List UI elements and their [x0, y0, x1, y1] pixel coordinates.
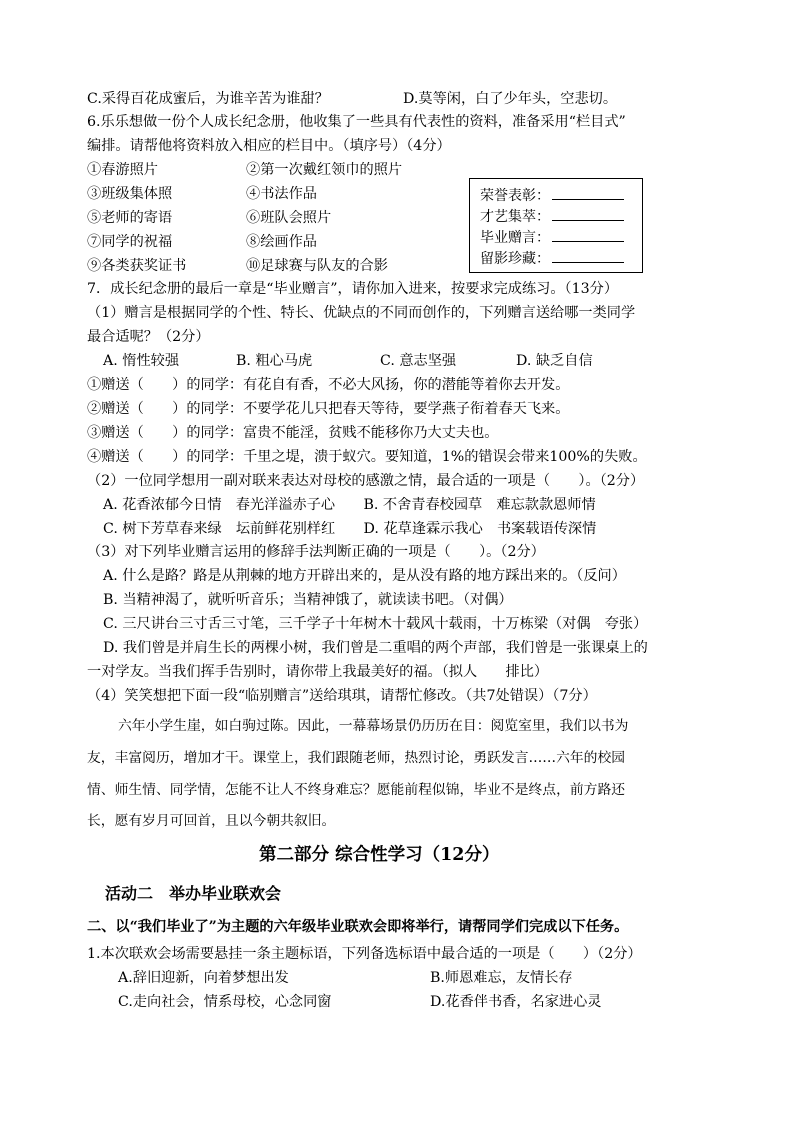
q7-gift-2: ②赠送（ ）的同学：不要学花儿只把春天等待，要学燕子衔着春天飞来。 — [87, 401, 570, 417]
answer-blank[interactable] — [552, 249, 624, 263]
q7-p3-option-b: B. 当精神渴了，就听听音乐；当精神饿了，就读读书吧。（对偶） — [103, 592, 513, 608]
q7-p3-option-d-cont: 一对学友。当我们挥手告别时，请你带上我最美好的福。（拟人 排比） — [87, 664, 549, 680]
q7-part1-line1: （1）赠言是根据同学的个性、特长、优缺点的不同而创作的，下列赠言送给哪一类同学 — [87, 305, 636, 321]
q6-item: ④书法作品 — [246, 186, 317, 202]
part2-q1: 1.本次联欢会场需要悬挂一条主题标语，下列备选标语中最合适的一项是（ ）（2分） — [87, 946, 642, 962]
q5-option-c: C.采得百花成蜜后，为谁辛苦为谁甜？ — [87, 91, 329, 107]
task-instruction: 二、以“我们毕业了”为主题的六年级毕业联欢会即将举行，请帮同学们完成以下任务。 — [87, 919, 629, 935]
q6-item: ⑨各类获奖证书 — [87, 258, 187, 274]
q7-part2-title: （2）一位同学想用一副对联来表达对母校的感激之情，最合适的一项是（ ）。（2分） — [87, 473, 645, 489]
q6-column-box — [469, 178, 643, 273]
q6-item: ⑦同学的祝福 — [87, 234, 173, 250]
q7-part1-line2: 最合适呢？（2分） — [87, 329, 210, 345]
q6-item: ②第一次戴红领巾的照片 — [246, 162, 403, 178]
q7-p1-option-d: D. 缺乏自信 — [516, 353, 593, 369]
farewell-paragraph-line: 情、师生情、同学情，怎能不让人不终身难忘？愿能前程似锦，毕业不是终点，前方路还 — [87, 782, 626, 798]
q7-p2-options-cd: C. 树下芳草春来绿 坛前鲜花别样红 D. 花草逢霖示我心 书案载语传深情 — [103, 521, 597, 537]
q7-title: 7．成长纪念册的最后一章是“毕业赠言”，请你加入进来，按要求完成练习。（13分） — [87, 281, 619, 297]
column-talent: 才艺集萃： — [480, 207, 624, 226]
answer-blank[interactable] — [552, 186, 624, 200]
farewell-paragraph-line: 六年小学生崖，如白驹过陈。因此，一幕幕场景仍历历在目：阅览室里，我们以书为 — [118, 718, 629, 734]
q7-p1-option-b: B. 粗心马虎 — [236, 353, 313, 369]
q7-gift-4: ④赠送（ ）的同学：千里之堤，溃于蚁穴。要知道，1%的错误会带来100%的失败。 — [87, 449, 647, 465]
q7-p3-option-a: A. 什么是路？路是从荆棘的地方开辟出来的，是从没有路的地方踩出来的。（反问） — [103, 568, 626, 584]
part-heading: 第二部分 综合性学习（12分） — [259, 845, 500, 865]
answer-blank[interactable] — [552, 207, 624, 221]
q6-item: ⑩足球赛与队友的合影 — [246, 258, 388, 274]
q7-p1-option-a: A. 惰性较强 — [103, 353, 180, 369]
q5-option-d: D.莫等闲，白了少年头，空悲切。 — [403, 91, 618, 107]
q6-item: ③班级集体照 — [87, 186, 173, 202]
q7-gift-1: ①赠送（ ）的同学：有花自有香，不必大风扬，你的潜能等着你去开发。 — [87, 377, 570, 393]
q6-line-1: 6.乐乐想做一份个人成长纪念册，他收集了一些具有代表性的资料，准备采用“栏目式” — [87, 114, 626, 130]
q7-p3-option-c: C. 三尺讲台三寸舌三寸笔，三千学子十年树木十载风十载雨，十万栋梁（对偶 夸张） — [103, 616, 648, 632]
farewell-paragraph-line: 长，愿有岁月可回首，且以今朝共叙旧。 — [87, 813, 336, 829]
q6-item: ⑧绘画作品 — [246, 234, 317, 250]
column-honor: 荣誉表彰： — [480, 186, 624, 205]
part2-q1-option-c: C.走向社会，情系母校，心念同窗 — [118, 994, 332, 1010]
part2-q1-option-b: B.师恩难忘，友情长存 — [430, 970, 573, 986]
q6-item: ①春游照片 — [87, 162, 158, 178]
activity-heading: 活动二 举办毕业联欢会 — [105, 884, 282, 903]
q7-part3-title: （3）对下列毕业赠言运用的修辞手法判断正确的一项是（ ）。（2分） — [87, 544, 545, 560]
part2-q1-option-d: D.花香伴书香，名家进心灵 — [430, 994, 602, 1010]
part2-q1-option-a: A.辞旧迎新，向着梦想出发 — [118, 970, 289, 986]
answer-blank[interactable] — [552, 228, 624, 242]
q7-part4-title: （4）笑笑想把下面一段“临别赠言”送给琪琪，请帮忙修改。（共7处错误）（7分） — [87, 688, 597, 704]
q7-p3-option-d: D. 我们曾是并肩生长的两棵小树，我们曾是二重唱的两个声部，我们曾是一张课桌上的 — [103, 640, 648, 656]
q7-p1-option-c: C. 意志坚强 — [380, 353, 457, 369]
q6-item: ⑥班队会照片 — [246, 210, 332, 226]
q6-line-2: 编排。请帮他将资料放入相应的栏目中。（填序号）（4分） — [87, 138, 451, 154]
column-farewell: 毕业赠言： — [480, 228, 624, 247]
q7-p2-options-ab: A. 花香浓郁今日情 春光洋溢赤子心 B. 不舍青春校园草 难忘款款恩师情 — [103, 497, 596, 513]
q7-gift-3: ③赠送（ ）的同学：富贵不能淫，贫贱不能移你乃大丈夫也。 — [87, 425, 499, 441]
column-photos: 留影珍藏： — [480, 249, 624, 268]
q6-item: ⑤老师的寄语 — [87, 210, 173, 226]
farewell-paragraph-line: 友，丰富阅历，增加才干。课堂上，我们跟随老师，热烈讨论，勇跃发言……六年的校园 — [87, 750, 626, 766]
